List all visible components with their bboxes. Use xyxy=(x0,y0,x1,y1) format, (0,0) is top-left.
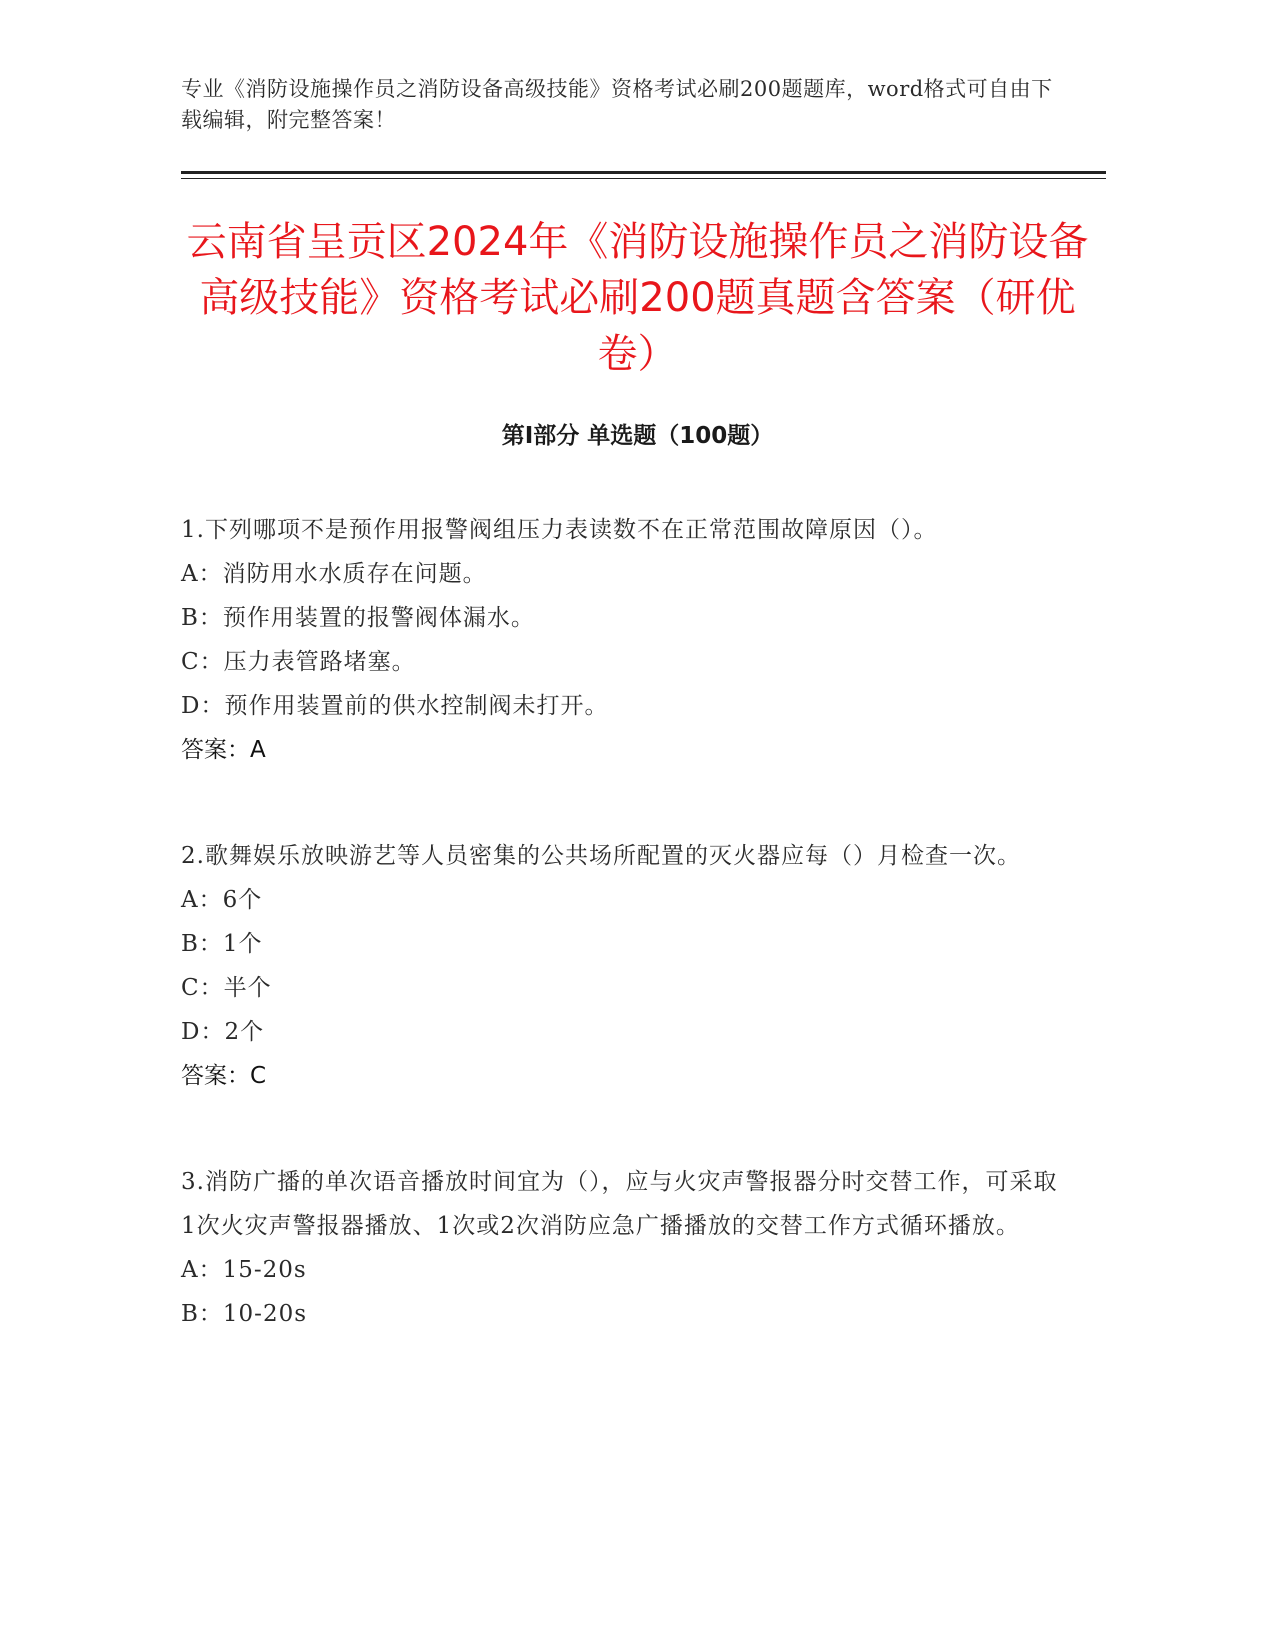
header-rule-thin xyxy=(181,178,1106,179)
answer-line: 答案：C xyxy=(181,1063,267,1089)
option-d: D：预作用装置前的供水控制阀未打开。 xyxy=(181,693,609,719)
option-b: B：10-20s xyxy=(181,1301,308,1327)
answer-line: 答案：A xyxy=(181,737,266,763)
question-list xyxy=(181,508,1061,1398)
option-b: B：1个 xyxy=(181,931,263,957)
header-note: 专业《消防设施操作员之消防设备高级技能》资格考试必刷200题题库，word格式可自由下载编辑，附完整答案！ xyxy=(181,77,1053,132)
question-3 xyxy=(181,1160,1061,1336)
question-stem: 2.歌舞娱乐放映游艺等人员密集的公共场所配置的灭火器应每（）月检查一次。 xyxy=(181,843,1021,869)
option-a: A：15-20s xyxy=(181,1257,307,1283)
option-c: C：半个 xyxy=(181,975,272,1001)
header-rule-thick xyxy=(181,171,1106,174)
question-stem: 1.下列哪项不是预作用报警阀组压力表读数不在正常范围故障原因（）。 xyxy=(181,517,938,543)
option-d: D：2个 xyxy=(181,1019,265,1045)
option-a: A：6个 xyxy=(181,887,263,913)
question-1 xyxy=(181,508,1061,772)
document-title: 云南省呈贡区2024年《消防设施操作员之消防设备高级技能》资格考试必刷200题真题含答案（研优卷） xyxy=(186,219,1089,377)
section-title: 第Ⅰ部分 单选题（100题） xyxy=(501,423,774,449)
option-a: A：消防用水水质存在问题。 xyxy=(181,561,487,587)
option-b: B：预作用装置的报警阀体漏水。 xyxy=(181,605,535,631)
option-c: C：压力表管路堵塞。 xyxy=(181,649,416,675)
question-stem: 3.消防广播的单次语音播放时间宜为（），应与火灾声警报器分时交替工作，可采取1次火灾声警报器播放、1次或2次消防应急广播播放的交替工作方式循环播放。 xyxy=(181,1169,1058,1239)
question-2 xyxy=(181,834,1061,1098)
